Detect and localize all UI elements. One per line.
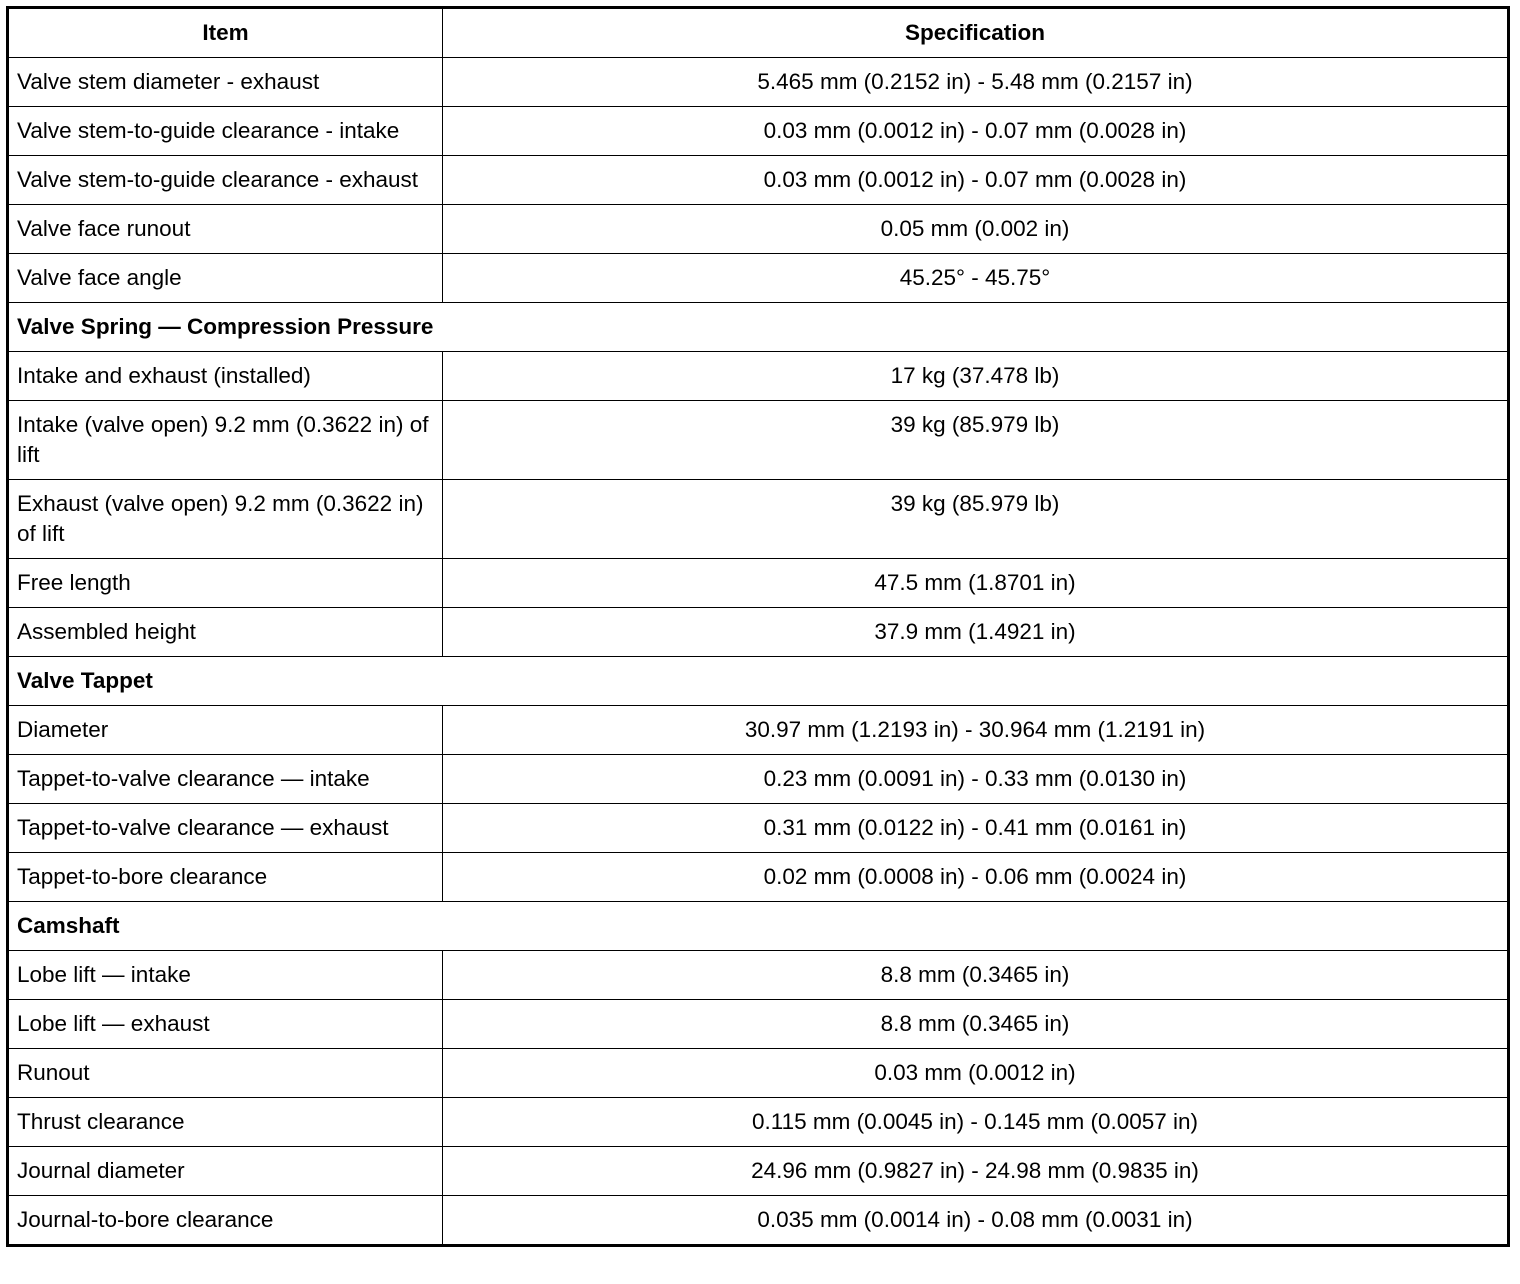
section-heading: Valve Tappet [8,657,1509,706]
item-cell: Lobe lift — exhaust [8,1000,443,1049]
item-cell: Journal diameter [8,1147,443,1196]
item-cell: Tappet-to-valve clearance — exhaust [8,804,443,853]
item-column-header: Item [8,8,443,58]
specification-column-header: Specification [443,8,1509,58]
table-row [8,1049,1509,1098]
specification-cell: 8.8 mm (0.3465 in) [443,951,1509,1000]
table-row [8,401,1509,480]
table-row [8,608,1509,657]
item-cell: Free length [8,559,443,608]
table-row [8,1000,1509,1049]
item-cell: Valve stem-to-guide clearance - exhaust [8,156,443,205]
table-row [8,559,1509,608]
table-row [8,706,1509,755]
specification-cell: 0.05 mm (0.002 in) [443,205,1509,254]
table-row [8,107,1509,156]
specification-cell: 30.97 mm (1.2193 in) - 30.964 mm (1.2191 in) [443,706,1509,755]
specification-cell: 0.23 mm (0.0091 in) - 0.33 mm (0.0130 in) [443,755,1509,804]
table-row [8,1147,1509,1196]
table-row [8,804,1509,853]
section-row [8,902,1509,951]
specification-cell: 0.115 mm (0.0045 in) - 0.145 mm (0.0057 in) [443,1098,1509,1147]
table-row [8,853,1509,902]
section-row [8,657,1509,706]
item-cell: Runout [8,1049,443,1098]
specification-cell: 0.035 mm (0.0014 in) - 0.08 mm (0.0031 in) [443,1196,1509,1246]
specification-table [6,6,1510,1247]
item-cell: Tappet-to-valve clearance — intake [8,755,443,804]
specification-cell: 39 kg (85.979 lb) [443,480,1509,559]
item-cell: Exhaust (valve open) 9.2 mm (0.3622 in) of lift [8,480,443,559]
table-row [8,352,1509,401]
table-body [8,58,1509,1246]
specification-cell: 39 kg (85.979 lb) [443,401,1509,480]
specification-cell: 0.03 mm (0.0012 in) - 0.07 mm (0.0028 in) [443,107,1509,156]
header-row [8,8,1509,58]
specification-cell: 0.02 mm (0.0008 in) - 0.06 mm (0.0024 in) [443,853,1509,902]
specification-cell: 17 kg (37.478 lb) [443,352,1509,401]
table-row [8,1196,1509,1246]
item-cell: Intake and exhaust (installed) [8,352,443,401]
item-cell: Valve face runout [8,205,443,254]
item-cell: Diameter [8,706,443,755]
specification-cell: 47.5 mm (1.8701 in) [443,559,1509,608]
specification-cell: 37.9 mm (1.4921 in) [443,608,1509,657]
specification-cell: 0.03 mm (0.0012 in) [443,1049,1509,1098]
item-cell: Intake (valve open) 9.2 mm (0.3622 in) of lift [8,401,443,480]
item-cell: Thrust clearance [8,1098,443,1147]
item-cell: Valve face angle [8,254,443,303]
table-row [8,480,1509,559]
specification-cell: 45.25° - 45.75° [443,254,1509,303]
specification-cell: 5.465 mm (0.2152 in) - 5.48 mm (0.2157 in) [443,58,1509,107]
item-cell: Lobe lift — intake [8,951,443,1000]
item-cell: Assembled height [8,608,443,657]
table-row [8,755,1509,804]
table-row [8,1098,1509,1147]
item-cell: Valve stem diameter - exhaust [8,58,443,107]
item-cell: Journal-to-bore clearance [8,1196,443,1246]
table-row [8,951,1509,1000]
table-row [8,58,1509,107]
section-heading: Valve Spring — Compression Pressure [8,303,1509,352]
specification-cell: 24.96 mm (0.9827 in) - 24.98 mm (0.9835 in) [443,1147,1509,1196]
table-row [8,205,1509,254]
item-cell: Tappet-to-bore clearance [8,853,443,902]
specification-cell: 0.31 mm (0.0122 in) - 0.41 mm (0.0161 in) [443,804,1509,853]
specification-cell: 8.8 mm (0.3465 in) [443,1000,1509,1049]
table-row [8,156,1509,205]
section-row [8,303,1509,352]
item-cell: Valve stem-to-guide clearance - intake [8,107,443,156]
section-heading: Camshaft [8,902,1509,951]
specification-cell: 0.03 mm (0.0012 in) - 0.07 mm (0.0028 in) [443,156,1509,205]
table-row [8,254,1509,303]
